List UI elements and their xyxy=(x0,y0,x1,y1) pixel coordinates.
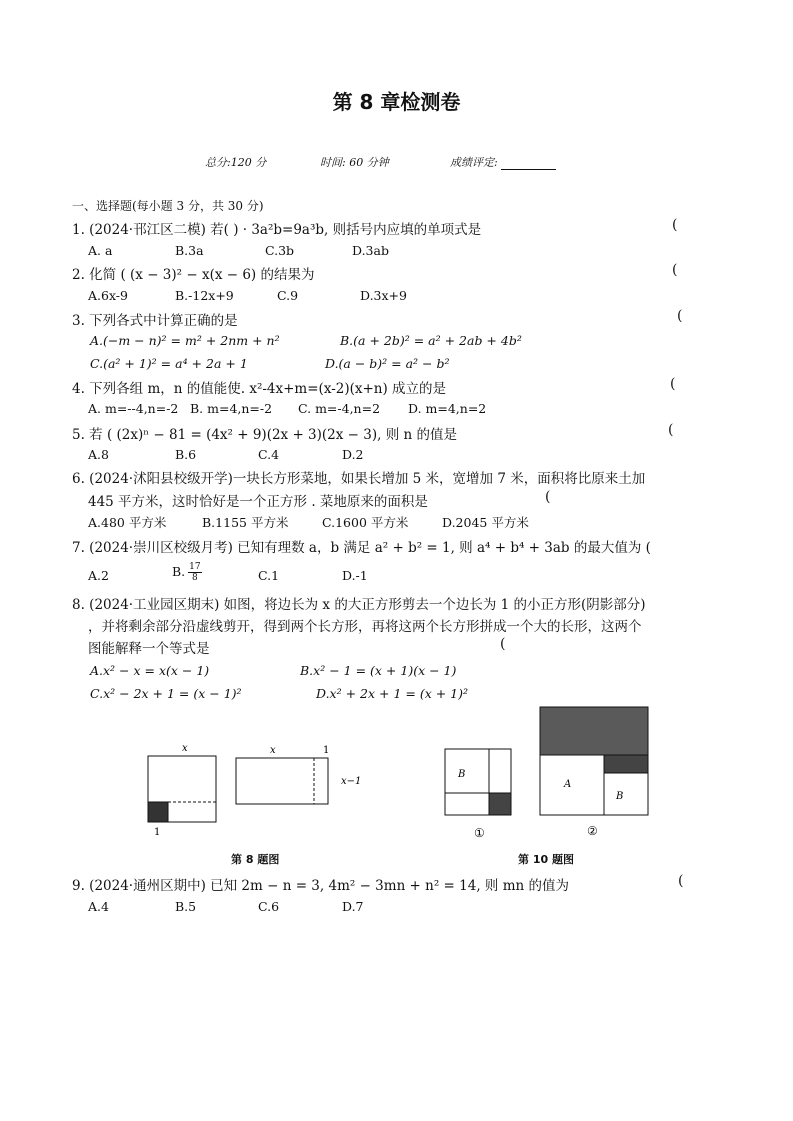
figure-8 xyxy=(140,738,370,838)
q5-option-a: A.8 xyxy=(88,447,109,462)
q7-option-d: D.-1 xyxy=(342,568,368,583)
q4-option-a: A. m=--4,n=-2 xyxy=(88,401,179,416)
figure-10 xyxy=(440,705,680,845)
label-a: A xyxy=(564,779,572,790)
label-x-minus-1: x−1 xyxy=(341,776,362,787)
q6-option-b: B.1155 平方米 xyxy=(202,515,289,530)
q2-option-a: A.6x-9 xyxy=(88,288,128,303)
q7-option-b: B. $\frac{17}{8}$ xyxy=(172,562,201,583)
answer-paren: ( xyxy=(672,262,678,278)
shaded-band xyxy=(540,707,648,755)
figure-10-caption: 第 10 题图 xyxy=(518,853,574,866)
q1-option-d: D.3ab xyxy=(352,243,389,258)
answer-paren: ( xyxy=(678,873,684,889)
figure-8-caption: 第 8 题图 xyxy=(231,853,280,866)
q9-option-b: B.5 xyxy=(175,899,197,914)
question-1: 1. (2024·邗江区二模) 若( ) · 3a²b=9a³b, 则括号内应填的单项式是 xyxy=(72,222,482,238)
q6-option-d: D.2045 平方米 xyxy=(442,515,529,530)
q4-option-c: C. m=-4,n=2 xyxy=(298,401,381,416)
q3-option-c: C.(a² + 1)² = a⁴ + 2a + 1 xyxy=(90,356,248,371)
label-b: B xyxy=(616,791,624,802)
answer-paren: ( xyxy=(668,422,674,438)
shaded-square xyxy=(148,802,168,822)
q6-option-c: C.1600 平方米 xyxy=(322,515,409,530)
q8-option-d: D.x² + 2x + 1 = (x + 1)² xyxy=(316,686,469,701)
question-7: 7. (2024·崇川区校级月考) 已知有理数 a，b 满足 a² + b² = 1, 则 a⁴ + b⁴ + 3ab 的最大值为 ( xyxy=(72,540,651,556)
q3-option-b: B.(a + 2b)² = a² + 2ab + 4b² xyxy=(340,333,522,348)
q9-option-c: C.6 xyxy=(258,899,280,914)
q1-option-b: B.3a xyxy=(175,243,204,258)
q6-option-a: A.480 平方米 xyxy=(88,515,167,530)
q1-option-a: A. a xyxy=(88,243,113,258)
grade-label: 成绩评定: xyxy=(450,154,556,170)
q2-option-b: B.-12x+9 xyxy=(175,288,234,303)
answer-paren: ( xyxy=(545,489,551,505)
q2-option-d: D.3x+9 xyxy=(360,288,407,303)
label-1: 1 xyxy=(323,745,330,756)
q9-option-a: A.4 xyxy=(88,899,109,914)
page-title: 第 8 章检测卷 xyxy=(332,90,461,114)
q8-option-b: B.x² − 1 = (x + 1)(x − 1) xyxy=(300,663,457,678)
q5-option-d: D.2 xyxy=(342,447,364,462)
q7-option-c: C.1 xyxy=(258,568,280,583)
q4-option-d: D. m=4,n=2 xyxy=(408,401,487,416)
question-6-line2: 445 平方米，这时恰好是一个正方形 . 菜地原来的面积是 xyxy=(88,494,428,510)
label-x: x xyxy=(182,743,188,754)
question-9: 9. (2024·通州区期中) 已知 2m − n = 3, 4m² − 3mn + n² = 14, 则 mn 的值为 xyxy=(72,878,569,894)
q8-option-a: A.x² − x = x(x − 1) xyxy=(90,663,210,678)
q8-option-c: C.x² − 2x + 1 = (x − 1)² xyxy=(90,686,242,701)
q5-option-b: B.6 xyxy=(175,447,197,462)
q4-option-b: B. m=4,n=-2 xyxy=(190,401,273,416)
answer-paren: ( xyxy=(670,376,676,392)
answer-paren: ( xyxy=(500,636,506,652)
answer-paren: ( xyxy=(672,217,678,233)
question-3: 3. 下列各式中计算正确的是 xyxy=(72,313,238,329)
q1-option-c: C.3b xyxy=(265,243,295,258)
label-x: x xyxy=(270,745,276,756)
fraction: $\frac{17}{8}$ xyxy=(189,562,201,583)
time-limit: 时间: 60 分钟 xyxy=(320,156,389,169)
q3-option-a: A.(−m − n)² = m² + 2nm + n² xyxy=(90,333,280,348)
question-2: 2. 化简 ( (x − 3)² − x(x − 6) 的结果为 xyxy=(72,267,315,283)
question-5: 5. 若 ( (2x)ⁿ − 81 = (4x² + 9)(2x + 3)(2x − 3), 则 n 的值是 xyxy=(72,427,457,443)
question-8-line2: ，并将剩余部分沿虚线剪开，得到两个长方形，再将这两个长方形拼成一个大的长形，这两个 xyxy=(88,619,642,635)
label-figure-2: ② xyxy=(587,824,598,838)
q2-option-c: C.9 xyxy=(277,288,299,303)
q5-option-c: C.4 xyxy=(258,447,280,462)
shaded-block xyxy=(604,755,648,773)
q7-option-a: A.2 xyxy=(88,568,109,583)
q9-option-d: D.7 xyxy=(342,899,364,914)
question-6-line1: 6. (2024·沭阳县校级开学)一块长方形菜地，如果长增加 5 米，宽增加 7 米，面积将比原来土加 xyxy=(72,471,646,487)
total-score: 总分:120 分 xyxy=(205,156,267,169)
section-heading: 一、选择题(每小题 3 分，共 30 分) xyxy=(72,199,264,213)
question-8-line1: 8. (2024·工业园区期末) 如图，将边长为 x 的大正方形剪去一个边长为 1 的小正方形(阴影部分) xyxy=(72,597,646,613)
label-1: 1 xyxy=(154,827,161,838)
question-8-line3: 图能解释一个等式是 xyxy=(88,641,210,657)
q3-option-d: D.(a − b)² = a² − b² xyxy=(325,356,450,371)
shaded-square xyxy=(489,793,511,815)
label-figure-1: ① xyxy=(474,826,485,840)
label-b: B xyxy=(458,769,466,780)
question-4: 4. 下列各组 m，n 的值能使. x²-4x+m=(x-2)(x+n) 成立的是 xyxy=(72,381,447,397)
answer-paren: ( xyxy=(677,308,683,324)
grade-blank xyxy=(501,158,556,170)
